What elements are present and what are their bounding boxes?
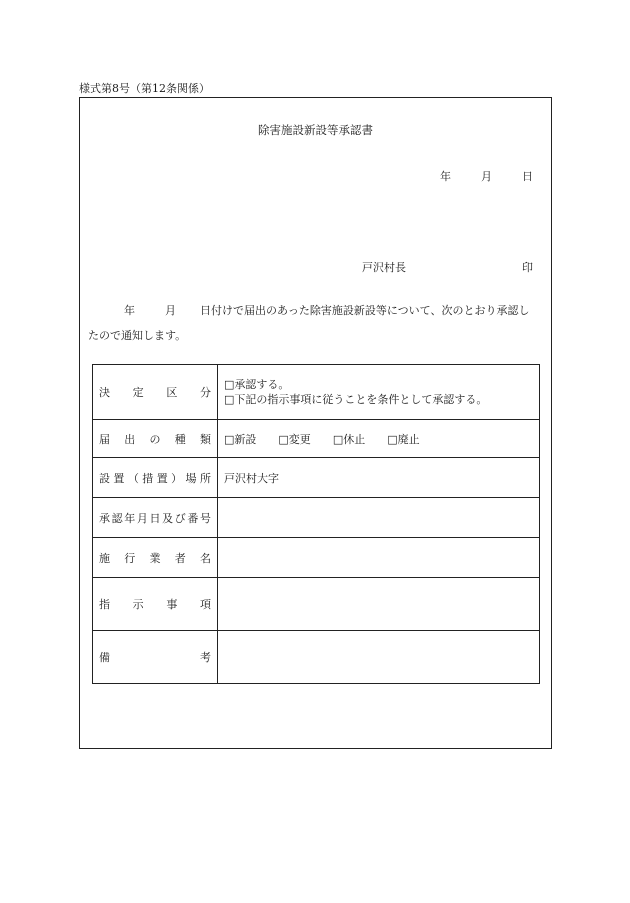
label-char: 置 bbox=[113, 471, 125, 485]
row-label-notification-type bbox=[93, 420, 218, 458]
label-char: 指 bbox=[99, 598, 110, 611]
date-day: 日 bbox=[522, 170, 533, 183]
body-year: 年 bbox=[124, 304, 135, 317]
label-char: 決 bbox=[99, 386, 110, 399]
row-label-decision bbox=[93, 365, 218, 420]
label-char: ） bbox=[171, 471, 183, 485]
row-label-contractor bbox=[93, 538, 218, 578]
decision-option-approve[interactable]: □承認する。 bbox=[224, 378, 290, 391]
table-row bbox=[93, 420, 540, 458]
notice-body bbox=[88, 298, 543, 348]
body-month: 月 bbox=[165, 304, 176, 317]
label-char: 区 bbox=[166, 386, 178, 399]
label-char: 措 bbox=[142, 471, 154, 485]
label-char: 者 bbox=[174, 551, 186, 565]
label-char: 事 bbox=[166, 598, 178, 611]
label-char: 業 bbox=[149, 551, 161, 565]
label-char: 出 bbox=[124, 432, 136, 446]
date-month: 月 bbox=[481, 170, 492, 183]
label-char: 類 bbox=[200, 432, 211, 446]
row-label-instructions bbox=[93, 578, 218, 631]
label-char: 考 bbox=[200, 651, 211, 664]
label-char: 施 bbox=[99, 551, 110, 565]
row-label-remarks bbox=[93, 631, 218, 684]
label-char: 号 bbox=[200, 511, 211, 525]
contractor-value[interactable] bbox=[218, 538, 540, 578]
label-char: 及 bbox=[162, 511, 174, 525]
table-row bbox=[93, 578, 540, 631]
document-frame bbox=[79, 97, 552, 749]
label-char: 届 bbox=[99, 432, 110, 446]
issuer-name: 戸沢村長 bbox=[362, 261, 406, 274]
table-row bbox=[93, 631, 540, 684]
instructions-value[interactable] bbox=[218, 578, 540, 631]
location-value[interactable]: 戸沢村大字 bbox=[218, 458, 540, 498]
issue-date bbox=[440, 168, 533, 184]
label-char: 所 bbox=[199, 471, 211, 485]
label-char: 日 bbox=[149, 511, 161, 525]
option-suspend[interactable]: □休止 bbox=[332, 432, 366, 446]
table-row bbox=[93, 458, 540, 498]
body-text-line2: たので通知します。 bbox=[88, 329, 187, 342]
label-char: 示 bbox=[132, 598, 144, 611]
label-char: 定 bbox=[132, 386, 144, 399]
label-char: 項 bbox=[199, 598, 211, 611]
form-number-label: 様式第8号（第12条関係） bbox=[79, 82, 210, 95]
approval-date-number-value[interactable] bbox=[218, 498, 540, 538]
remarks-value[interactable] bbox=[218, 631, 540, 684]
label-char: 設 bbox=[99, 471, 110, 485]
approval-table bbox=[92, 364, 540, 684]
date-year: 年 bbox=[440, 170, 451, 183]
label-char: の bbox=[149, 432, 161, 446]
option-abolish[interactable]: □廃止 bbox=[387, 432, 420, 446]
table-row bbox=[93, 365, 540, 420]
table-row bbox=[93, 498, 540, 538]
label-char: び bbox=[174, 511, 186, 525]
label-char: 承 bbox=[99, 511, 110, 525]
label-char: 行 bbox=[124, 551, 136, 565]
label-char: 置 bbox=[156, 471, 168, 485]
decision-options bbox=[218, 365, 540, 420]
label-char: 分 bbox=[199, 386, 211, 399]
label-char: 種 bbox=[174, 432, 186, 446]
option-change[interactable]: □変更 bbox=[278, 432, 311, 446]
label-char: 名 bbox=[200, 551, 211, 565]
document-title: 除害施設新設等承認書 bbox=[258, 123, 373, 137]
label-char: 月 bbox=[136, 511, 148, 525]
label-char: （ bbox=[127, 471, 139, 485]
label-char: 番 bbox=[187, 511, 199, 525]
label-char: 年 bbox=[124, 511, 136, 525]
row-label-approval-date-number bbox=[93, 498, 218, 538]
decision-option-conditional[interactable]: □下記の指示事項に従うことを条件として承認する。 bbox=[224, 393, 488, 406]
seal-mark: 印 bbox=[522, 261, 533, 274]
row-label-location bbox=[93, 458, 218, 498]
label-char: 備 bbox=[99, 651, 110, 664]
body-text-line1: 日付けで届出のあった除害施設新設等について、次のとおり承認し bbox=[200, 304, 530, 317]
table-row bbox=[93, 538, 540, 578]
label-char: 認 bbox=[111, 511, 123, 525]
label-char: 場 bbox=[185, 471, 197, 485]
notification-type-options bbox=[218, 420, 540, 458]
option-new[interactable]: □新設 bbox=[224, 432, 257, 446]
